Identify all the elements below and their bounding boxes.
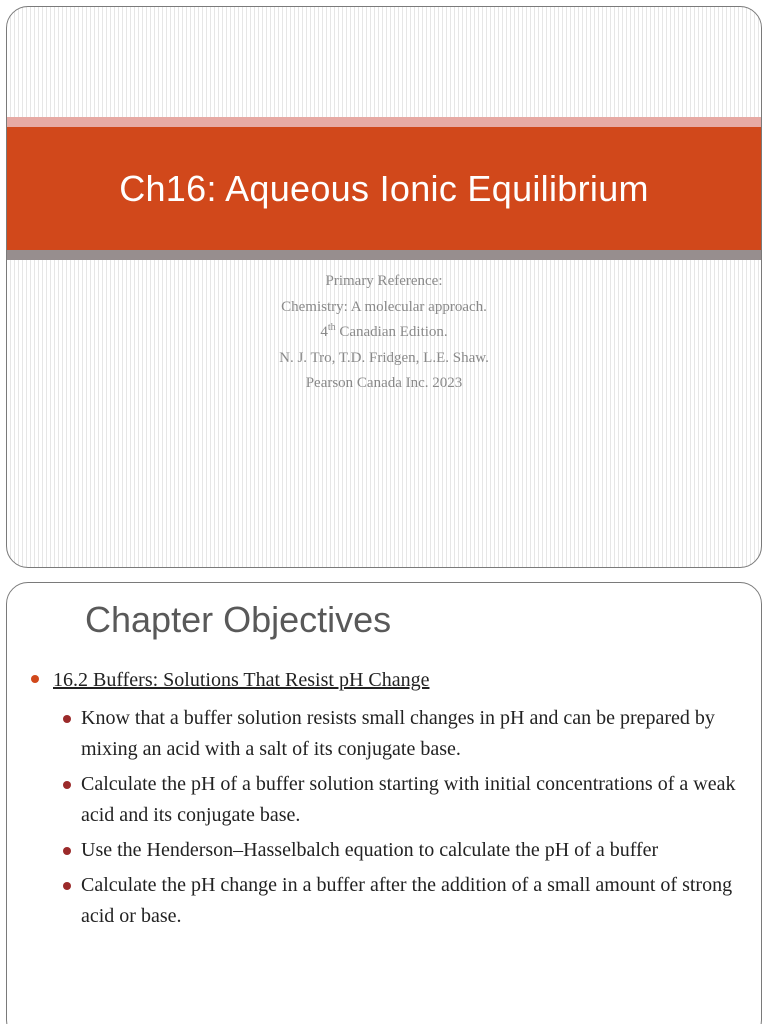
bullet-icon [31,675,39,683]
objective-item [63,769,753,831]
objective-text: Know that a buffer solution resists small changes in pH and can be prepared by mixing an acid with a salt of its conjugate base. [81,707,715,760]
bullet-icon [63,882,71,890]
reference-edition [7,320,761,346]
title-slide [6,6,762,568]
edition-suffix: th [327,322,336,333]
reference-publisher: Pearson Canada Inc. 2023 [305,375,463,391]
objective-text: Use the Henderson–Hasselbalch equation to calculate the pH of a buffer [81,839,659,861]
reference-heading: Primary Reference: [325,273,443,289]
objectives-list [63,703,753,936]
objective-item [63,870,753,932]
reference-block [7,269,761,397]
bullet-icon [63,847,71,855]
objective-text: Calculate the pH of a buffer solution starting with initial concentrations of a weak acid and its conjugate base. [81,773,736,826]
objectives-title: Chapter Objectives [85,599,392,640]
edition-rest: Canadian Edition. [335,324,448,340]
bullet-icon [63,781,71,789]
objective-item [63,835,753,866]
accent-band-top [7,117,761,127]
section-label: 16.2 Buffers: Solutions That Resist pH Change [53,669,430,691]
title-band [7,127,761,250]
slide-title: Ch16: Aqueous Ionic Equilibrium [119,167,649,209]
objective-item [63,703,753,765]
reference-authors: N. J. Tro, T.D. Fridgen, L.E. Shaw. [279,349,489,366]
bullet-icon [63,715,71,723]
section-item [31,669,429,692]
accent-band-bottom [7,250,761,260]
objectives-slide [6,582,762,1024]
reference-book-title: Chemistry: A molecular approach. [281,298,487,315]
edition-number: 4 [320,324,328,340]
objective-text: Calculate the pH change in a buffer after the addition of a small amount of strong acid or base. [81,874,733,927]
